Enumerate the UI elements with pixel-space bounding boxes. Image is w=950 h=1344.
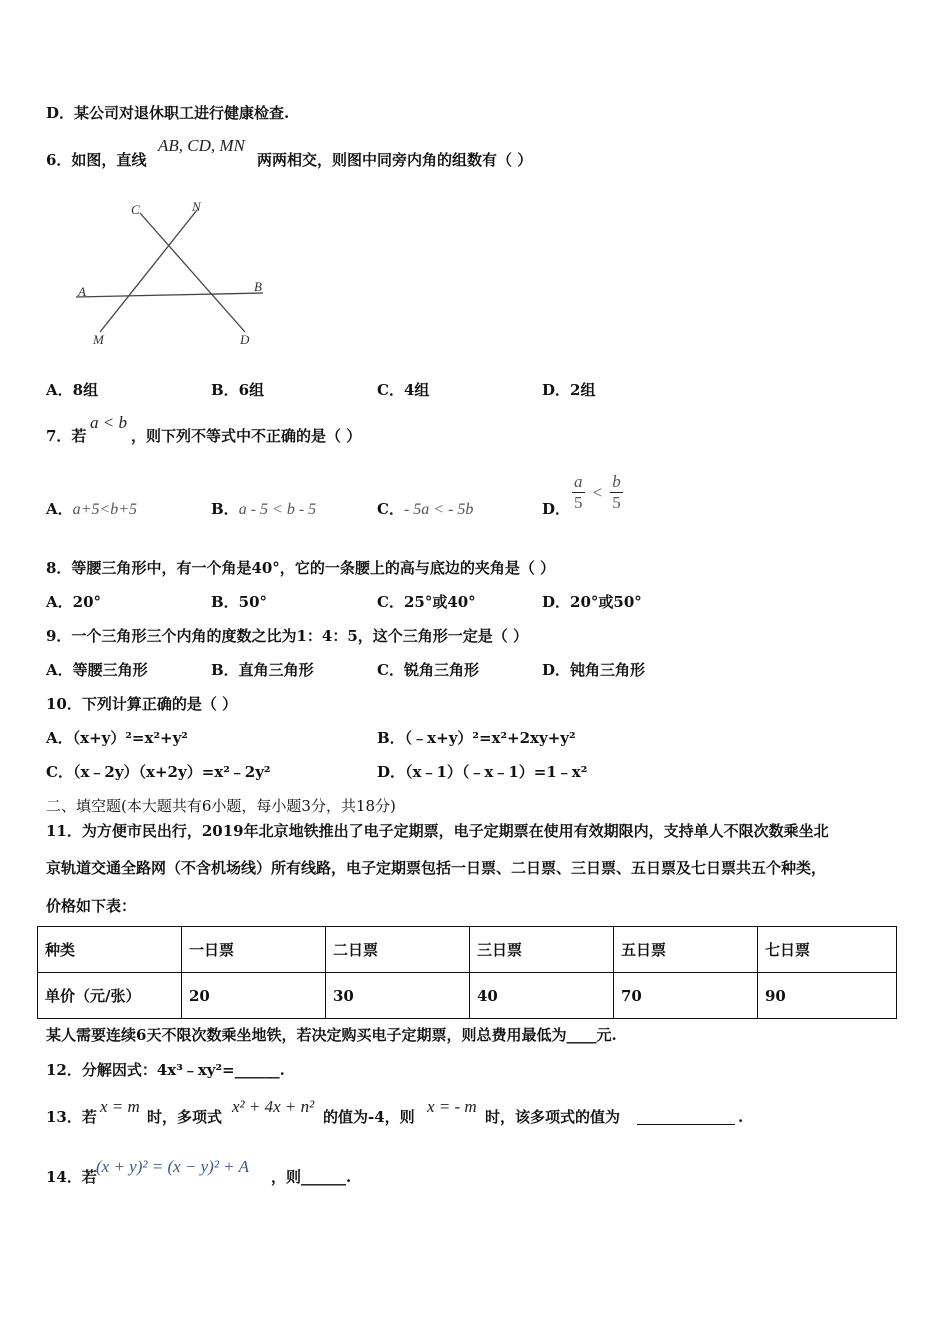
label-a: A (78, 284, 86, 299)
label-d: D (240, 332, 250, 347)
table-cell: 单价（元/张） (38, 973, 182, 1019)
section-2-heading: 二、填空题(本大题共有6小题，每小题3分，共18分) (46, 797, 396, 815)
label-n: N (192, 199, 201, 214)
q10-option-d: D．（x﹣1）（﹣x﹣1）=1﹣x² (377, 763, 588, 781)
q7-fraction-2 (610, 472, 623, 513)
q7-option-c (377, 499, 473, 520)
q7-option-c-expr: - 5a < - 5b (403, 501, 474, 518)
table-cell: 70 (614, 973, 758, 1019)
q7-frac1-den: 5 (574, 493, 583, 512)
q8-option-b: B．50° (211, 593, 268, 611)
q6-option-b: B．6组 (211, 381, 265, 399)
q13-p2: 时，多项式 (147, 1108, 223, 1126)
q7-frac2-den: 5 (612, 493, 621, 512)
q9-option-d: D．钝角三角形 (542, 661, 646, 679)
q6-option-d: D．2组 (542, 381, 596, 399)
label-c: C (131, 202, 140, 217)
table-header-cell: 七日票 (758, 927, 897, 973)
q7-stem-suffix: ，则下列不等式中不正确的是（ ） (131, 427, 362, 445)
q10-option-a: A．（x+y）²=x²+y² (46, 729, 188, 747)
q7-option-a (46, 499, 137, 520)
q11-line-3: 价格如下表： (46, 897, 137, 915)
q7-frac1-num: a (574, 472, 583, 491)
q7-option-c-letter: C． (377, 500, 404, 518)
q7-math: a < b (90, 413, 127, 432)
q10-option-b: B．（﹣x+y）²=x²+2xy+y² (377, 729, 576, 747)
q5-option-d: D．某公司对退休职工进行健康检查. (46, 104, 290, 122)
q10-stem: 10．下列计算正确的是（ ） (46, 695, 238, 713)
q7-option-a-letter: A． (46, 500, 73, 518)
label-b: B (254, 279, 262, 294)
q11-line-1: 11．为方便市民出行，2019年北京地铁推出了电子定期票，电子定期票在使用有效期限内，支持单人不限次数乘坐北 (46, 822, 829, 840)
q13-math-1: x = m (100, 1097, 140, 1116)
q8-stem: 8．等腰三角形中，有一个角是40°，它的一条腰上的高与底边的夹角是（ ） (46, 559, 556, 577)
q8-option-a: A．20° (46, 593, 102, 611)
q8-option-d: D．20°或50° (542, 593, 642, 611)
q7-fraction-1 (572, 472, 585, 513)
q13-answer-blank[interactable] (637, 1106, 735, 1125)
q7-option-d-letter: D． (542, 500, 571, 518)
q14-p1: 14．若 (46, 1168, 97, 1186)
label-m: M (93, 332, 104, 347)
q11-line-2: 京轨道交通全路网（不含机场线）所有线路，电子定期票包括一日票、二日票、三日票、五日票及七日票共五个种类， (46, 859, 827, 877)
q7-option-d-expr (572, 472, 623, 513)
line-mn (100, 210, 197, 332)
q7-frac2-num: b (612, 472, 621, 491)
q6-option-a: A．8组 (46, 381, 99, 399)
table-cell: 40 (470, 973, 614, 1019)
q6-stem-prefix: 6．如图，直线 (46, 151, 147, 169)
q8-option-c: C．25°或40° (377, 593, 476, 611)
q12-stem: 12．分解因式：4x³﹣xy²=______. (46, 1061, 285, 1079)
q9-option-a: A．等腰三角形 (46, 661, 148, 679)
line-cd (140, 213, 245, 332)
q14-math: (x + y)² = (x − y)² + A (96, 1157, 249, 1176)
q6-option-c: C．4组 (377, 381, 430, 399)
q10-option-c: C．（x﹣2y）（x+2y）=x²﹣2y² (46, 763, 271, 781)
q7-option-a-expr: a+5<b+5 (72, 501, 138, 518)
q9-option-b: B．直角三角形 (211, 661, 314, 679)
table-header-cell: 五日票 (614, 927, 758, 973)
table-header-cell: 二日票 (326, 927, 470, 973)
price-table (37, 926, 897, 1019)
table-row (38, 927, 897, 973)
table-header-cell: 一日票 (182, 927, 326, 973)
q13-p1: 13．若 (46, 1108, 97, 1126)
q13-math-3: x = - m (427, 1097, 477, 1116)
q11-after: 某人需要连续6天不限次数乘坐地铁，若决定购买电子定期票，则总费用最低为____元. (46, 1026, 617, 1044)
line-ab (76, 293, 263, 297)
table-cell: 90 (758, 973, 897, 1019)
q6-figure (70, 196, 280, 352)
table-header-cell: 三日票 (470, 927, 614, 973)
table-cell: 20 (182, 973, 326, 1019)
q14-p2: ，则______. (271, 1168, 352, 1186)
q13-p4: 时，该多项式的值为 (485, 1108, 621, 1126)
q7-option-b-letter: B． (211, 500, 239, 518)
q7-frac-rel: < (592, 482, 603, 502)
q7-option-b (211, 499, 316, 520)
q6-stem-suffix: 两两相交，则图中同旁内角的组数有（ ） (257, 151, 533, 169)
q7-stem-prefix: 7．若 (46, 427, 87, 445)
q9-stem: 9．一个三角形三个内角的度数之比为1：4：5，这个三角形一定是（ ） (46, 627, 528, 645)
q13-math-2: x² + 4x + n² (232, 1097, 315, 1116)
q13-p5: . (738, 1108, 744, 1126)
q7-option-b-expr: a - 5 < b - 5 (238, 501, 317, 518)
table-cell: 30 (326, 973, 470, 1019)
q13-p3: 的值为-4，则 (323, 1108, 415, 1126)
q9-option-c: C．锐角三角形 (377, 661, 479, 679)
q6-math-lines: AB, CD, MN (158, 136, 245, 155)
table-header-cell: 种类 (38, 927, 182, 973)
table-row (38, 973, 897, 1019)
